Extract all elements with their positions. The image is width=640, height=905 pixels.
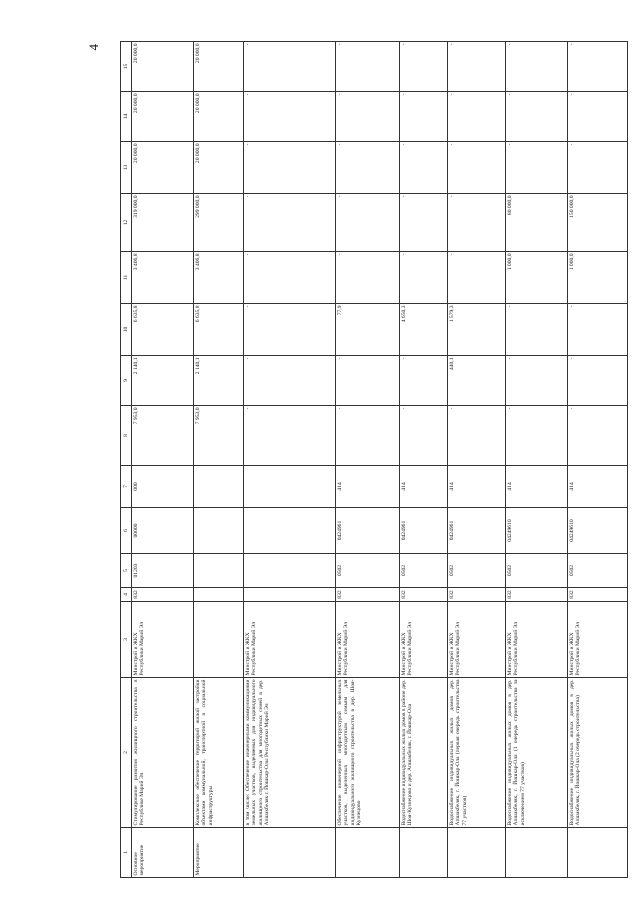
col-header: 9 xyxy=(121,356,132,406)
cell-col-14: 20 000,0 xyxy=(132,92,194,142)
cell-col-3: Минстрой и ЖКХ Республики Марий Эл xyxy=(448,602,506,678)
cell-col-3: Минстрой и ЖКХ Республики Марий Эл xyxy=(400,602,448,678)
col-header: 8 xyxy=(121,406,132,466)
cell-col-10: 6 635,8 xyxy=(132,304,194,356)
col-header: 13 xyxy=(121,142,132,194)
cell-col-1 xyxy=(568,828,628,878)
cell-col-9: 2 140,1 xyxy=(194,356,244,406)
cell-col-13: - xyxy=(244,142,336,194)
col-header: 1 xyxy=(121,828,132,878)
table-row xyxy=(568,42,628,878)
col-header: 15 xyxy=(121,42,132,92)
cell-col-3: Минстрой и ЖКХ Республики Марий Эл xyxy=(568,602,628,678)
cell-col-6: 0424961 xyxy=(400,508,448,554)
cell-col-8: - xyxy=(568,406,628,466)
cell-col-14: - xyxy=(448,92,506,142)
cell-col-1 xyxy=(244,828,336,878)
cell-col-4 xyxy=(194,588,244,602)
cell-col-2: Обеспечение инженерной инфраструктурой земельных участков, выделенных многодетным семьям для индивидуального жилищного строительства в дер. Шоя-Кузнецово xyxy=(336,678,400,828)
cell-col-12: 319 000,0 xyxy=(132,194,194,252)
cell-col-2: Водоснабжение индивидуальных жилых домов дер. Апшакбеляк, г. Йошкар-Ола (первая очередь строительства 77 участков) xyxy=(448,678,506,828)
cell-col-4: 832 xyxy=(400,588,448,602)
cell-col-8: - xyxy=(448,406,506,466)
cell-col-4: 832 xyxy=(568,588,628,602)
cell-col-11: - xyxy=(336,252,400,304)
cell-col-13: - xyxy=(336,142,400,194)
cell-col-6: 0424961 xyxy=(336,508,400,554)
cell-col-13: 20 000,0 xyxy=(132,142,194,194)
cell-col-1 xyxy=(506,828,568,878)
cell-col-4 xyxy=(244,588,336,602)
cell-col-5: 0502 xyxy=(336,554,400,588)
cell-col-1: Основное мероприятие xyxy=(132,828,194,878)
cell-col-8: - xyxy=(244,406,336,466)
cell-col-5: 01203 xyxy=(132,554,194,588)
cell-col-7 xyxy=(244,466,336,508)
cell-col-11: - xyxy=(244,252,336,304)
cell-col-9: 2 140,1 xyxy=(132,356,194,406)
cell-col-8: - xyxy=(400,406,448,466)
rotated-page xyxy=(86,30,608,878)
cell-col-13: - xyxy=(568,142,628,194)
cell-col-2: Стимулирование развития жилищного строительства в Республике Марий Эл xyxy=(132,678,194,828)
cell-col-15: - xyxy=(336,42,400,92)
cell-col-14: - xyxy=(400,92,448,142)
cell-col-7: 000 xyxy=(132,466,194,508)
cell-col-9: - xyxy=(336,356,400,406)
table-row xyxy=(132,42,194,878)
cell-col-6: 04249610 xyxy=(568,508,628,554)
cell-col-4: 832 xyxy=(506,588,568,602)
col-header: 14 xyxy=(121,92,132,142)
cell-col-11: 1 000,0 xyxy=(568,252,628,304)
cell-col-1: Мероприятие xyxy=(194,828,244,878)
cell-col-2: Водоснабжение индивидуальных жилых домов в районе дер. Шоя-Кузнецово и дер. Апшакбеляк, г. Йошкар-Ола xyxy=(400,678,448,828)
cell-col-7: 414 xyxy=(506,466,568,508)
cell-col-10: 1 579,3 xyxy=(448,304,506,356)
cell-col-8: 7 953,0 xyxy=(194,406,244,466)
cell-col-3: Минстрой и ЖКХ Республики Марий Эл xyxy=(506,602,568,678)
cell-col-15: 20 000,0 xyxy=(194,42,244,92)
cell-col-9: - xyxy=(568,356,628,406)
cell-col-7: 414 xyxy=(336,466,400,508)
cell-col-8: - xyxy=(506,406,568,466)
cell-col-12: 299 000,0 xyxy=(194,194,244,252)
col-header: 12 xyxy=(121,194,132,252)
cell-col-15: - xyxy=(244,42,336,92)
cell-col-6: 00000 xyxy=(132,508,194,554)
budget-table xyxy=(120,41,628,878)
cell-col-15: - xyxy=(568,42,628,92)
cell-col-5 xyxy=(244,554,336,588)
cell-col-6: 0424961 xyxy=(448,508,506,554)
table-row xyxy=(506,42,568,878)
cell-col-15: - xyxy=(448,42,506,92)
cell-col-10: 4 650,3 xyxy=(400,304,448,356)
cell-col-7: 414 xyxy=(568,466,628,508)
table-row xyxy=(448,42,506,878)
cell-col-1 xyxy=(336,828,400,878)
cell-col-12: - xyxy=(336,194,400,252)
table-row xyxy=(244,42,336,878)
cell-col-15: - xyxy=(400,42,448,92)
cell-col-10: 6 635,8 xyxy=(194,304,244,356)
cell-col-11: - xyxy=(448,252,506,304)
cell-col-4: 832 xyxy=(336,588,400,602)
cell-col-5 xyxy=(194,554,244,588)
cell-col-14: - xyxy=(336,92,400,142)
table-row xyxy=(400,42,448,878)
col-header: 10 xyxy=(121,304,132,356)
cell-col-10: - xyxy=(506,304,568,356)
cell-col-12: - xyxy=(400,194,448,252)
cell-col-2: в том числе: Обеспечение инженерными коммуникациями земельных участков, выделяемых для индивидуального жилищного строительства для многодетных семей в дер. Апшакбеляк г. Йошкар-Олы Республики Марий Эл xyxy=(244,678,336,828)
cell-col-11: 3 406,8 xyxy=(132,252,194,304)
table-row xyxy=(336,42,400,878)
cell-col-13: 20 000,0 xyxy=(194,142,244,194)
cell-col-5: 0502 xyxy=(400,554,448,588)
cell-col-12: 80 000,0 xyxy=(506,194,568,252)
cell-col-7: 414 xyxy=(448,466,506,508)
cell-col-1 xyxy=(400,828,448,878)
cell-col-5: 0502 xyxy=(448,554,506,588)
cell-col-12: - xyxy=(448,194,506,252)
cell-col-8: 7 953,0 xyxy=(132,406,194,466)
col-header: 11 xyxy=(121,252,132,304)
cell-col-12: - xyxy=(244,194,336,252)
col-header: 7 xyxy=(121,466,132,508)
cell-col-8: - xyxy=(336,406,400,466)
cell-col-12: 150 000,0 xyxy=(568,194,628,252)
col-header: 5 xyxy=(121,554,132,588)
cell-col-10: - xyxy=(244,304,336,356)
col-header: 2 xyxy=(121,678,132,828)
cell-col-10: - xyxy=(568,304,628,356)
cell-col-3 xyxy=(194,602,244,678)
cell-col-9: 440,1 xyxy=(448,356,506,406)
cell-col-10: 77,9 xyxy=(336,304,400,356)
cell-col-11: 3 406,8 xyxy=(194,252,244,304)
cell-col-14: - xyxy=(568,92,628,142)
cell-col-6 xyxy=(194,508,244,554)
cell-col-14: - xyxy=(506,92,568,142)
cell-col-3: Минстрой и ЖКХ Республики Марий Эл xyxy=(244,602,336,678)
cell-col-7: 414 xyxy=(400,466,448,508)
cell-col-4: 832 xyxy=(448,588,506,602)
cell-col-1 xyxy=(448,828,506,878)
cell-col-15: 20 000,0 xyxy=(132,42,194,92)
cell-col-13: - xyxy=(448,142,506,194)
cell-col-3: Минстрой и ЖКХ Республики Марий Эл xyxy=(336,602,400,678)
cell-col-11: 1 000,0 xyxy=(506,252,568,304)
cell-col-15: - xyxy=(506,42,568,92)
cell-col-6: 04249610 xyxy=(506,508,568,554)
cell-col-11: - xyxy=(400,252,448,304)
cell-col-14: 20 000,0 xyxy=(194,92,244,142)
page-number: 4 xyxy=(86,44,101,51)
col-header: 3 xyxy=(121,602,132,678)
cell-col-7 xyxy=(194,466,244,508)
cell-col-2: Водоснабжение индивидуальных жилых домов в дер. Апшакбеляк, г. Йошкар-Ола (2 очередь строительства) xyxy=(568,678,628,828)
cell-col-6 xyxy=(244,508,336,554)
cell-col-9: - xyxy=(400,356,448,406)
cell-col-2: Водоснабжение индивидуальных жилых домов в дер. Апшакбеляк, г. Йошкар-Ола (1 очередь строительства за исключением 77 участков) xyxy=(506,678,568,828)
cell-col-9: - xyxy=(244,356,336,406)
header-row xyxy=(121,42,132,878)
cell-col-13: - xyxy=(400,142,448,194)
col-header: 6 xyxy=(121,508,132,554)
cell-col-5: 0502 xyxy=(506,554,568,588)
cell-col-3: Минстрой и ЖКХ Республики Марий Эл xyxy=(132,602,194,678)
cell-col-13: - xyxy=(506,142,568,194)
cell-col-14: - xyxy=(244,92,336,142)
cell-col-9: - xyxy=(506,356,568,406)
table-row xyxy=(194,42,244,878)
cell-col-2: Комплексное обеспечение территорий жилой застройки объектами коммунальной, транспортной и социальной инфраструктуры xyxy=(194,678,244,828)
col-header: 4 xyxy=(121,588,132,602)
cell-col-4: 832 xyxy=(132,588,194,602)
cell-col-5: 0502 xyxy=(568,554,628,588)
